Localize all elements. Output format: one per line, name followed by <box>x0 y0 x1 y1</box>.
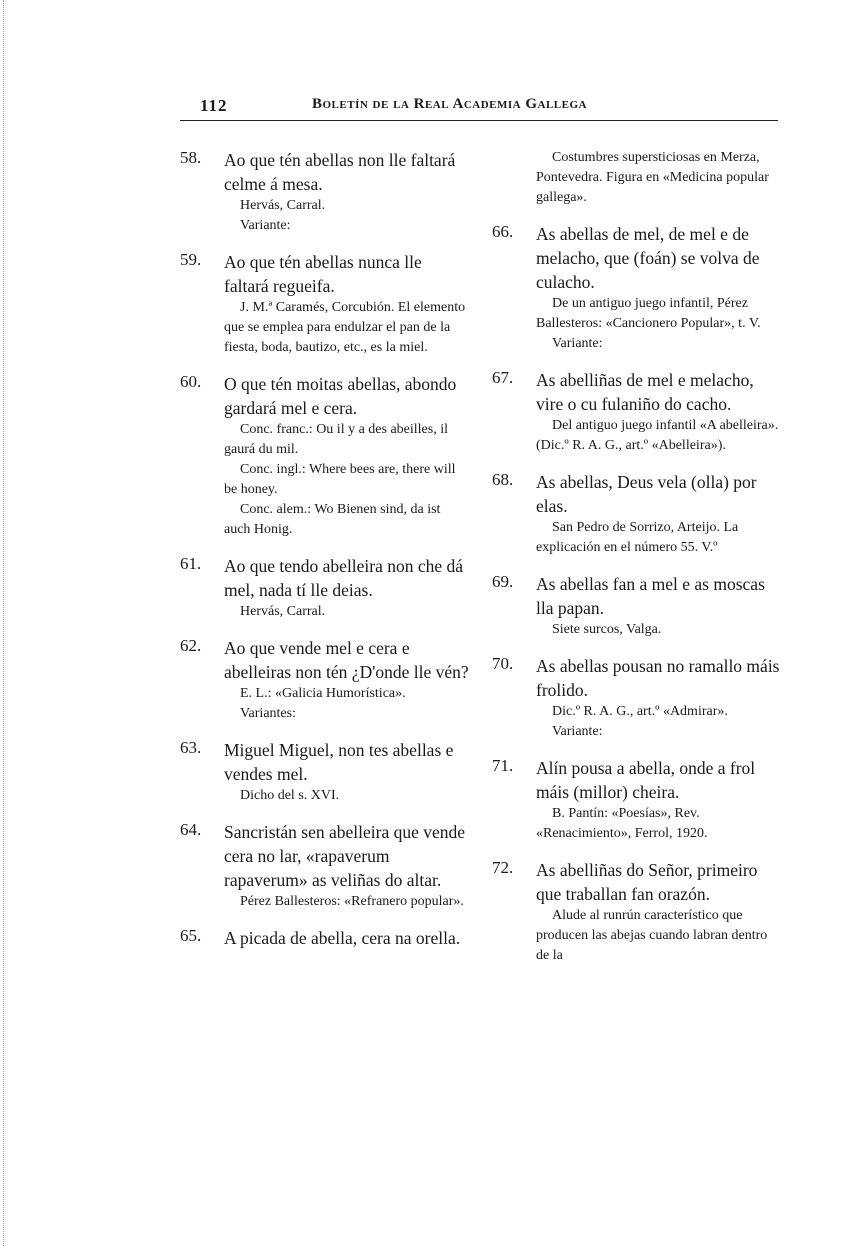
binding-edge <box>3 0 4 1246</box>
entry-note: Dic.º R. A. G., art.º «Admirar». <box>552 704 728 719</box>
entry-number: 63. <box>180 738 202 757</box>
entry-number: 68. <box>492 470 514 489</box>
proverb-text: As abellas de mel, de mel e de melacho, que (foán) se volva de culacho. <box>536 224 760 292</box>
entry-number: 59. <box>180 250 202 269</box>
page-number: 112 <box>200 96 228 115</box>
proverb-text: As abelliñas do Señor, primeiro que traballan fan orazón. <box>536 860 758 904</box>
entry-note: Conc. ingl.: Where bees are, there will be honey. <box>224 462 456 497</box>
proverb-64 <box>180 820 470 912</box>
proverb-text: Alín pousa a abella, onde a frol máis (millor) cheira. <box>536 758 756 802</box>
page-header <box>180 96 778 121</box>
entry-number: 71. <box>492 756 514 775</box>
entry-note: Conc. franc.: Ou il y a des abeilles, il gaurá du mil. <box>224 422 448 457</box>
proverb-69 <box>492 572 782 640</box>
entry-note: Conc. alem.: Wo Bienen sind, da ist auch Honig. <box>224 502 441 537</box>
entry-number: 58. <box>180 148 202 167</box>
entry-note: J. M.ª Caramés, Corcubión. El elemento que se emplea para endulzar el pan de la fiesta, boda, bautizo, etc., es la miel. <box>224 300 466 355</box>
entry-note: De un antiguo juego infantil, Pérez Ballesteros: «Cancionero Popular», t. V. <box>536 296 761 331</box>
continued-note: Costumbres supersticiosas en Merza, Pontevedra. Figura en «Medicina popular gallega». <box>536 150 769 205</box>
entry-note: Alude al runrún característico que producen las abejas cuando labran dentro de la <box>536 908 768 963</box>
entry-note: Hervás, Carral. <box>240 604 326 619</box>
entry-note: B. Pantín: «Poesías», Rev. «Renacimiento», Ferrol, 1920. <box>536 806 708 841</box>
running-title: Boletín de la Real Academia Gallega <box>312 96 587 112</box>
proverb-text: Miguel Miguel, non tes abellas e vendes mel. <box>224 740 454 784</box>
proverb-67 <box>492 368 782 456</box>
proverb-66 <box>492 222 782 354</box>
entry-note: Variante: <box>552 336 603 351</box>
proverb-text: Sancristán sen abelleira que vende cera no lar, «rapaverum rapaverum» as veliñas do altar. <box>224 822 466 890</box>
proverb-63 <box>180 738 470 806</box>
entry-note: E. L.: «Galicia Humorística». <box>240 686 406 701</box>
proverb-text: O que tén moitas abellas, abondo gardará mel e cera. <box>224 374 457 418</box>
proverb-72 <box>492 858 782 966</box>
proverb-58 <box>180 148 470 236</box>
entry-number: 66. <box>492 222 514 241</box>
proverb-60 <box>180 372 470 540</box>
right-column <box>492 148 782 980</box>
proverb-text: As abellas fan a mel e as moscas lla papan. <box>536 574 765 618</box>
entry-number: 70. <box>492 654 514 673</box>
entry-number: 61. <box>180 554 202 573</box>
entry-number: 67. <box>492 368 514 387</box>
proverb-71 <box>492 756 782 844</box>
proverb-70 <box>492 654 782 742</box>
entry-number: 65. <box>180 926 202 945</box>
proverb-65 <box>180 926 470 950</box>
proverb-62 <box>180 636 470 724</box>
entry-note: Siete surcos, Valga. <box>552 622 662 637</box>
entry-number: 60. <box>180 372 202 391</box>
entry-note: Variantes: <box>240 706 296 721</box>
entry-number: 69. <box>492 572 514 591</box>
proverb-text: Ao que tén abellas nunca lle faltará regueifa. <box>224 252 422 296</box>
entry-note: Del antiguo juego infantil «A abelleira». (Dic.º R. A. G., art.º «Abelleira»). <box>536 418 779 453</box>
entry-note: Variante: <box>552 724 603 739</box>
proverb-text: Ao que tén abellas non lle faltará celme á mesa. <box>224 150 456 194</box>
proverb-text: As abelliñas de mel e melacho, vire o cu fulaniño do cacho. <box>536 370 754 414</box>
proverb-61 <box>180 554 470 622</box>
entry-note: Variante: <box>240 218 291 233</box>
entry-note: Pérez Ballesteros: «Refranero popular». <box>240 894 464 909</box>
proverb-text: As abellas pousan no ramallo máis frolido. <box>536 656 780 700</box>
left-column <box>180 148 470 964</box>
entry-note: San Pedro de Sorrizo, Arteijo. La explicación en el número 55. V.º <box>536 520 739 555</box>
proverb-68 <box>492 470 782 558</box>
entry-number: 72. <box>492 858 514 877</box>
entry-number: 62. <box>180 636 202 655</box>
proverb-text: A picada de abella, cera na orella. <box>224 928 461 948</box>
entry-note: Hervás, Carral. <box>240 198 326 213</box>
entry-number: 64. <box>180 820 202 839</box>
proverb-text: Ao que tendo abelleira non che dá mel, nada tí lle deias. <box>224 556 464 600</box>
proverb-59 <box>180 250 470 358</box>
proverb-text: Ao que vende mel e cera e abelleiras non tén ¿D'onde lle vén? <box>224 638 469 682</box>
entry-note: Dicho del s. XVI. <box>240 788 340 803</box>
proverb-text: As abellas, Deus vela (olla) por elas. <box>536 472 757 516</box>
